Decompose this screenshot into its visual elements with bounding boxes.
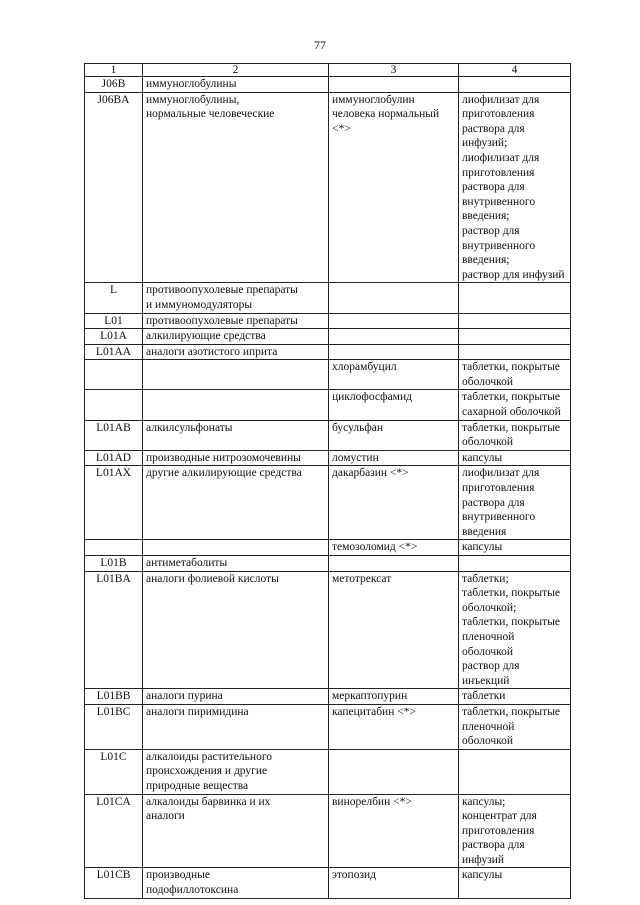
table-row (85, 794, 571, 868)
table-row (85, 344, 571, 360)
dosage-form-cell (459, 749, 571, 794)
atc-code-cell: L (85, 283, 143, 313)
table-row (85, 450, 571, 466)
dosage-form-cell: таблетки, покрытые сахарной оболочкой (459, 390, 571, 420)
group-cell: аналоги фолиевой кислоты (143, 571, 329, 689)
table-row (85, 466, 571, 540)
table-row (85, 329, 571, 345)
drug-name-cell: этопозид (329, 868, 459, 898)
table-row (85, 420, 571, 450)
atc-code-cell: L01BA (85, 571, 143, 689)
atc-code-cell: L01BB (85, 689, 143, 705)
dosage-form-cell (459, 313, 571, 329)
dosage-form-cell: лиофилизат для приготовления раствора для внутривенного введения (459, 466, 571, 540)
dosage-form-cell: лиофилизат для приготовления раствора для инфузий; лиофилизат для приготовления раствора для внутривенного введения; раствор для внутривенного введения; раствор для инфузий (459, 92, 571, 283)
drug-name-cell: метотрексат (329, 571, 459, 689)
drug-name-cell: циклофосфамид (329, 390, 459, 420)
drug-name-cell (329, 344, 459, 360)
group-cell: алкалоиды растительного происхождения и другие природные вещества (143, 749, 329, 794)
atc-code-cell: L01AA (85, 344, 143, 360)
atc-code-cell (85, 390, 143, 420)
dosage-form-cell: таблетки (459, 689, 571, 705)
group-cell: противоопухолевые препараты и иммуномодуляторы (143, 283, 329, 313)
table-row (85, 390, 571, 420)
drug-name-cell (329, 313, 459, 329)
drug-name-cell: капецитабин <*> (329, 704, 459, 749)
atc-code-cell: L01AX (85, 466, 143, 540)
dosage-form-cell: капсулы (459, 540, 571, 556)
dosage-form-cell: таблетки; таблетки, покрытые оболочкой; таблетки, покрытые пленочной оболочкой раствор для инъекций (459, 571, 571, 689)
atc-code-cell: L01B (85, 556, 143, 572)
drug-name-cell: темозоломид <*> (329, 540, 459, 556)
drug-name-cell (329, 77, 459, 93)
group-cell (143, 540, 329, 556)
group-cell: другие алкилирующие средства (143, 466, 329, 540)
dosage-form-cell: капсулы; концентрат для приготовления раствора для инфузий (459, 794, 571, 868)
atc-code-cell: J06BA (85, 92, 143, 283)
drug-name-cell (329, 329, 459, 345)
table-row (85, 556, 571, 572)
table-row (85, 868, 571, 898)
atc-code-cell: L01C (85, 749, 143, 794)
column-header: 2 (143, 64, 329, 77)
dosage-form-cell (459, 283, 571, 313)
dosage-form-cell (459, 344, 571, 360)
group-cell: иммуноглобулины, нормальные человеческие (143, 92, 329, 283)
table-body (85, 77, 571, 899)
group-cell (143, 390, 329, 420)
group-cell: алкилирующие средства (143, 329, 329, 345)
column-header: 4 (459, 64, 571, 77)
table-row (85, 360, 571, 390)
atc-code-cell: L01AB (85, 420, 143, 450)
group-cell (143, 360, 329, 390)
table-row (85, 283, 571, 313)
drug-name-cell: иммуноглобулин человека нормальный <*> (329, 92, 459, 283)
table-row (85, 704, 571, 749)
group-cell: аналоги пурина (143, 689, 329, 705)
atc-code-cell: L01A (85, 329, 143, 345)
table-row (85, 571, 571, 689)
atc-code-cell (85, 540, 143, 556)
drug-name-cell (329, 749, 459, 794)
atc-code-cell: L01 (85, 313, 143, 329)
dosage-form-cell: таблетки, покрытые оболочкой (459, 420, 571, 450)
column-header: 1 (85, 64, 143, 77)
dosage-form-cell (459, 77, 571, 93)
drug-name-cell: бусульфан (329, 420, 459, 450)
dosage-form-cell (459, 556, 571, 572)
atc-code-cell (85, 360, 143, 390)
drug-name-cell: дакарбазин <*> (329, 466, 459, 540)
table-header-row (85, 64, 571, 77)
group-cell: производные нитрозомочевины (143, 450, 329, 466)
atc-code-cell: L01AD (85, 450, 143, 466)
table-row (85, 540, 571, 556)
group-cell: алкилсульфонаты (143, 420, 329, 450)
table-row (85, 749, 571, 794)
dosage-form-cell (459, 329, 571, 345)
group-cell: иммуноглобулины (143, 77, 329, 93)
group-cell: производные подофиллотоксина (143, 868, 329, 898)
dosage-form-cell: таблетки, покрытые пленочной оболочкой (459, 704, 571, 749)
table-row (85, 689, 571, 705)
group-cell: алкалоиды барвинка и их аналоги (143, 794, 329, 868)
dosage-form-cell: капсулы (459, 450, 571, 466)
group-cell: противоопухолевые препараты (143, 313, 329, 329)
dosage-form-cell: таблетки, покрытые оболочкой (459, 360, 571, 390)
atc-code-cell: J06B (85, 77, 143, 93)
drug-name-cell (329, 556, 459, 572)
atc-code-cell: L01CA (85, 794, 143, 868)
group-cell: аналоги пиримидина (143, 704, 329, 749)
group-cell: антиметаболиты (143, 556, 329, 572)
drug-name-cell: винорелбин <*> (329, 794, 459, 868)
group-cell: аналоги азотистого иприта (143, 344, 329, 360)
drug-name-cell: хлорамбуцил (329, 360, 459, 390)
atc-code-cell: L01CB (85, 868, 143, 898)
drug-name-cell (329, 283, 459, 313)
table-row (85, 77, 571, 93)
drug-name-cell: меркаптопурин (329, 689, 459, 705)
drug-name-cell: ломустин (329, 450, 459, 466)
table-row (85, 313, 571, 329)
column-header: 3 (329, 64, 459, 77)
drug-table (84, 63, 571, 899)
dosage-form-cell: капсулы (459, 868, 571, 898)
atc-code-cell: L01BC (85, 704, 143, 749)
page-number: 77 (314, 38, 326, 52)
table-row (85, 92, 571, 283)
